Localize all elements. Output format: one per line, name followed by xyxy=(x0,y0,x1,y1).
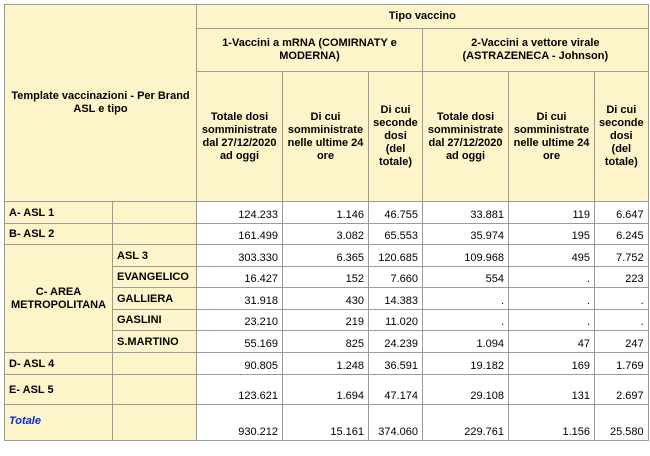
group-mrna-header: 1-Vaccini a mRNA (COMIRNATY e MODERNA) xyxy=(197,29,423,72)
sub-row-label: GALLIERA xyxy=(113,288,197,310)
value-cell: 1.694 xyxy=(283,375,369,405)
value-cell: 495 xyxy=(509,245,595,267)
value-cell: 19.182 xyxy=(423,353,509,375)
row-label: A- ASL 1 xyxy=(5,202,113,224)
value-cell: . xyxy=(595,310,649,331)
value-cell: 825 xyxy=(283,331,369,353)
value-cell: 90.805 xyxy=(197,353,283,375)
value-cell: 109.968 xyxy=(423,245,509,267)
value-cell: 7.752 xyxy=(595,245,649,267)
empty-cell xyxy=(113,224,197,245)
value-cell: 554 xyxy=(423,267,509,288)
value-cell: 29.108 xyxy=(423,375,509,405)
value-cell: 303.330 xyxy=(197,245,283,267)
total-value-cell: 930.212 xyxy=(197,405,283,441)
sub-row-label: EVANGELICO xyxy=(113,267,197,288)
vaccination-table xyxy=(4,4,649,441)
sub-row-label: GASLINI xyxy=(113,310,197,331)
empty-cell xyxy=(113,375,197,405)
col-header-3: Di cui seconde dosi (del totale) xyxy=(369,72,423,202)
value-cell: 223 xyxy=(595,267,649,288)
value-cell: 1.769 xyxy=(595,353,649,375)
value-cell: 123.621 xyxy=(197,375,283,405)
value-cell: 1.094 xyxy=(423,331,509,353)
total-label: Totale xyxy=(5,405,113,441)
value-cell: 35.974 xyxy=(423,224,509,245)
value-cell: 36.591 xyxy=(369,353,423,375)
value-cell: 119 xyxy=(509,202,595,224)
area-label: C- AREA METROPOLITANA xyxy=(5,245,113,353)
value-cell: 47 xyxy=(509,331,595,353)
total-value-cell: 374.060 xyxy=(369,405,423,441)
value-cell: 65.553 xyxy=(369,224,423,245)
value-cell: 47.174 xyxy=(369,375,423,405)
value-cell: 131 xyxy=(509,375,595,405)
value-cell: . xyxy=(423,288,509,310)
value-cell: 7.660 xyxy=(369,267,423,288)
sub-row-label: ASL 3 xyxy=(113,245,197,267)
value-cell: . xyxy=(509,267,595,288)
total-value-cell: 15.161 xyxy=(283,405,369,441)
value-cell: 6.245 xyxy=(595,224,649,245)
col-header-5: Di cui somministrate nelle ultime 24 ore xyxy=(509,72,595,202)
value-cell: 6.365 xyxy=(283,245,369,267)
col-header-1: Totale dosi somministrate dal 27/12/2020 ad oggi xyxy=(197,72,283,202)
table-row xyxy=(5,202,649,224)
total-value-cell: 1.156 xyxy=(509,405,595,441)
value-cell: . xyxy=(423,310,509,331)
value-cell: 23.210 xyxy=(197,310,283,331)
table-row xyxy=(5,245,649,267)
value-cell: 169 xyxy=(509,353,595,375)
value-cell: 219 xyxy=(283,310,369,331)
value-cell: 55.169 xyxy=(197,331,283,353)
tipo-vaccino-header: Tipo vaccino xyxy=(197,5,649,29)
value-cell: . xyxy=(509,310,595,331)
value-cell: 1.248 xyxy=(283,353,369,375)
total-value-cell: 25.580 xyxy=(595,405,649,441)
value-cell: 195 xyxy=(509,224,595,245)
table-row xyxy=(5,353,649,375)
value-cell: 2.697 xyxy=(595,375,649,405)
total-row xyxy=(5,405,649,441)
value-cell: 152 xyxy=(283,267,369,288)
table-row xyxy=(5,224,649,245)
value-cell: 31.918 xyxy=(197,288,283,310)
value-cell: 46.755 xyxy=(369,202,423,224)
value-cell: 124.233 xyxy=(197,202,283,224)
col-header-4: Totale dosi somministrate dal 27/12/2020 ad oggi xyxy=(423,72,509,202)
value-cell: 14.383 xyxy=(369,288,423,310)
value-cell: 11.020 xyxy=(369,310,423,331)
value-cell: 16.427 xyxy=(197,267,283,288)
corner-header: Template vaccinazioni - Per Brand ASL e tipo xyxy=(5,5,197,202)
row-label: D- ASL 4 xyxy=(5,353,113,375)
empty-cell xyxy=(113,202,197,224)
row-label: E- ASL 5 xyxy=(5,375,113,405)
col-header-2: Di cui somministrate nelle ultime 24 ore xyxy=(283,72,369,202)
table-row xyxy=(5,375,649,405)
group-vettore-header: 2-Vaccini a vettore virale (ASTRAZENECA - Johnson) xyxy=(423,29,649,72)
value-cell: . xyxy=(595,288,649,310)
value-cell: 6.647 xyxy=(595,202,649,224)
value-cell: 120.685 xyxy=(369,245,423,267)
empty-cell xyxy=(113,405,197,441)
value-cell: 24.239 xyxy=(369,331,423,353)
value-cell: 3.082 xyxy=(283,224,369,245)
row-label: B- ASL 2 xyxy=(5,224,113,245)
value-cell: 161.499 xyxy=(197,224,283,245)
value-cell: 1.146 xyxy=(283,202,369,224)
sub-row-label: S.MARTINO xyxy=(113,331,197,353)
empty-cell xyxy=(113,353,197,375)
value-cell: 33.881 xyxy=(423,202,509,224)
value-cell: 430 xyxy=(283,288,369,310)
value-cell: 247 xyxy=(595,331,649,353)
value-cell: . xyxy=(509,288,595,310)
col-header-6: Di cui seconde dosi (del totale) xyxy=(595,72,649,202)
total-value-cell: 229.761 xyxy=(423,405,509,441)
